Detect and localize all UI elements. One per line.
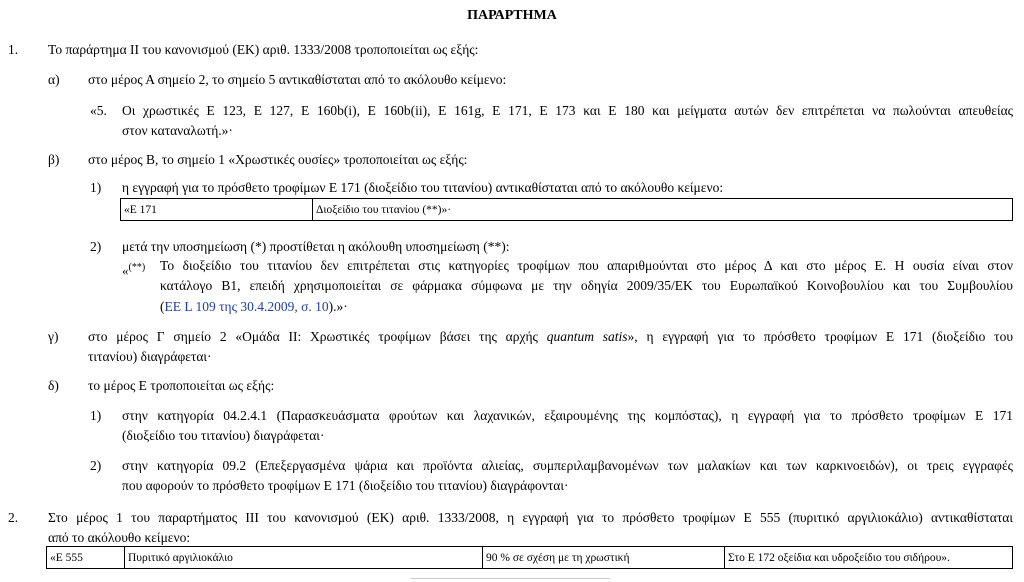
- subitem-text: στο μέρος Β, το σημείο 1 «Χρωστικές ουσίες» τροποποιείται ως εξής:: [88, 152, 468, 167]
- table-row: [47, 547, 1013, 569]
- table-cell: «Ε 555: [47, 547, 125, 569]
- entry-table-e171: [120, 198, 1013, 221]
- quote-number: «5.: [90, 103, 107, 118]
- subitem-letter: δ): [48, 378, 59, 393]
- page-title: ΠΑΡΑΡΤΗΜΑ: [467, 8, 557, 23]
- item-text: Στο μέρος 1 του παραρτήματος ΙΙΙ του κανονισμού (ΕΚ) αριθ. 1333/2008, η εγγραφή για το πρόσθετο τροφίμων Ε 555 (πυριτικό αργιλιοκάλιο) αντικαθίσταται: [48, 510, 1013, 525]
- table-cell: Στο Ε 172 οξείδια και υδροξείδιο του σιδήρου».: [725, 547, 1013, 569]
- divider: [410, 578, 610, 579]
- subitem-text: η εγγραφή για το πρόσθετο τροφίμων Ε 171 (διοξείδιο του τιτανίου) αντικαθίσταται από το ακόλουθο κείμενο:: [122, 180, 724, 195]
- table-cell: Διοξείδιο του τιτανίου (**)»·: [313, 199, 1013, 221]
- item-number: 2.: [8, 510, 19, 525]
- footnote-line: κατάλογο Β1, επειδή χρησιμοποιείται σε φάρμακα σύμφωνα με την οδηγία 2009/35/ΕΚ του Ευρωπαϊκού Κοινοβουλίου και του Συμβουλίου: [160, 278, 1013, 293]
- subitem-text: στην κατηγορία 04.2.4.1 (Παρασκευάσματα φρούτων και λαχανικών, εξαιρουμένης της κομπόστας), η εγγραφή για το πρόσθετο τροφίμων Ε 171: [122, 408, 1013, 423]
- entry-table-e555: [46, 546, 1013, 569]
- table-cell: «Ε 171: [121, 199, 313, 221]
- quote-line: Οι χρωστικές Ε 123, Ε 127, Ε 160b(i), Ε 160b(ii), Ε 161g, Ε 171, Ε 173 και Ε 180 και μείγματα αυτών δεν επιτρέπεται να πωλούνται απευθείας: [122, 103, 1013, 118]
- subitem-text: στην κατηγορία 09.2 (Επεξεργασμένα ψάρια και προϊόντα αλιείας, συμπεριλαμβανομένων των μαλακίων και των καρκινοειδών), οι τρεις εγγραφές: [122, 458, 1013, 473]
- footnote-mark: «(**): [122, 262, 146, 278]
- subitem-letter: α): [48, 72, 60, 87]
- item-number: 1.: [8, 42, 19, 57]
- subitem-text: (διοξείδιο του τιτανίου) διαγράφεται·: [122, 428, 325, 443]
- subitem-text: στο μέρος Α σημείο 2, το σημείο 5 αντικαθίσταται από το ακόλουθο κείμενο:: [88, 72, 507, 87]
- subitem-text: που αφορούν το πρόσθετο τροφίμων Ε 171 (διοξείδιο του τιτανίου) διαγράφονται·: [122, 478, 569, 493]
- table-cell: 90 % σε σχέση με τη χρωστική: [483, 547, 725, 569]
- table-cell: Πυριτικό αργιλιοκάλιο: [125, 547, 483, 569]
- footnote-line: (ΕΕ L 109 της 30.4.2009, σ. 10).»·: [160, 299, 348, 314]
- subitem-text: τιτανίου) διαγράφεται·: [88, 349, 212, 364]
- footnote-line: Το διοξείδιο του τιτανίου δεν επιτρέπεται στις κατηγορίες τροφίμων που απαριθμούνται στο μέρος Δ και στο μέρος Ε. Η ουσία είναι στον: [160, 258, 1013, 273]
- subitem-number: 2): [90, 458, 102, 473]
- item-text: από το ακόλουθο κείμενο:: [48, 530, 191, 545]
- item-text: Το παράρτημα ΙΙ του κανονισμού (ΕΚ) αριθ. 1333/2008 τροποποιείται ως εξής:: [48, 42, 479, 57]
- subitem-letter: β): [48, 152, 60, 167]
- subitem-number: 1): [90, 408, 102, 423]
- subitem-text: μετά την υποσημείωση (*) προστίθεται η ακόλουθη υποσημείωση (**):: [122, 239, 510, 254]
- subitem-letter: γ): [48, 329, 59, 344]
- subitem-number: 2): [90, 239, 102, 254]
- oj-reference-link[interactable]: ΕΕ L 109 της 30.4.2009, σ. 10: [164, 299, 329, 314]
- subitem-text: το μέρος Ε τροποποιείται ως εξής:: [88, 378, 275, 393]
- subitem-text: στο μέρος Γ σημείο 2 «Ομάδα ΙΙ: Χρωστικές τροφίμων βάσει της αρχής quantum satis», η εγγραφή για το πρόσθετο τροφίμων Ε 171 (διοξείδιο του: [88, 329, 1014, 344]
- quote-line: στον καταναλωτή.»·: [122, 123, 233, 138]
- table-row: [121, 199, 1013, 221]
- subitem-number: 1): [90, 180, 102, 195]
